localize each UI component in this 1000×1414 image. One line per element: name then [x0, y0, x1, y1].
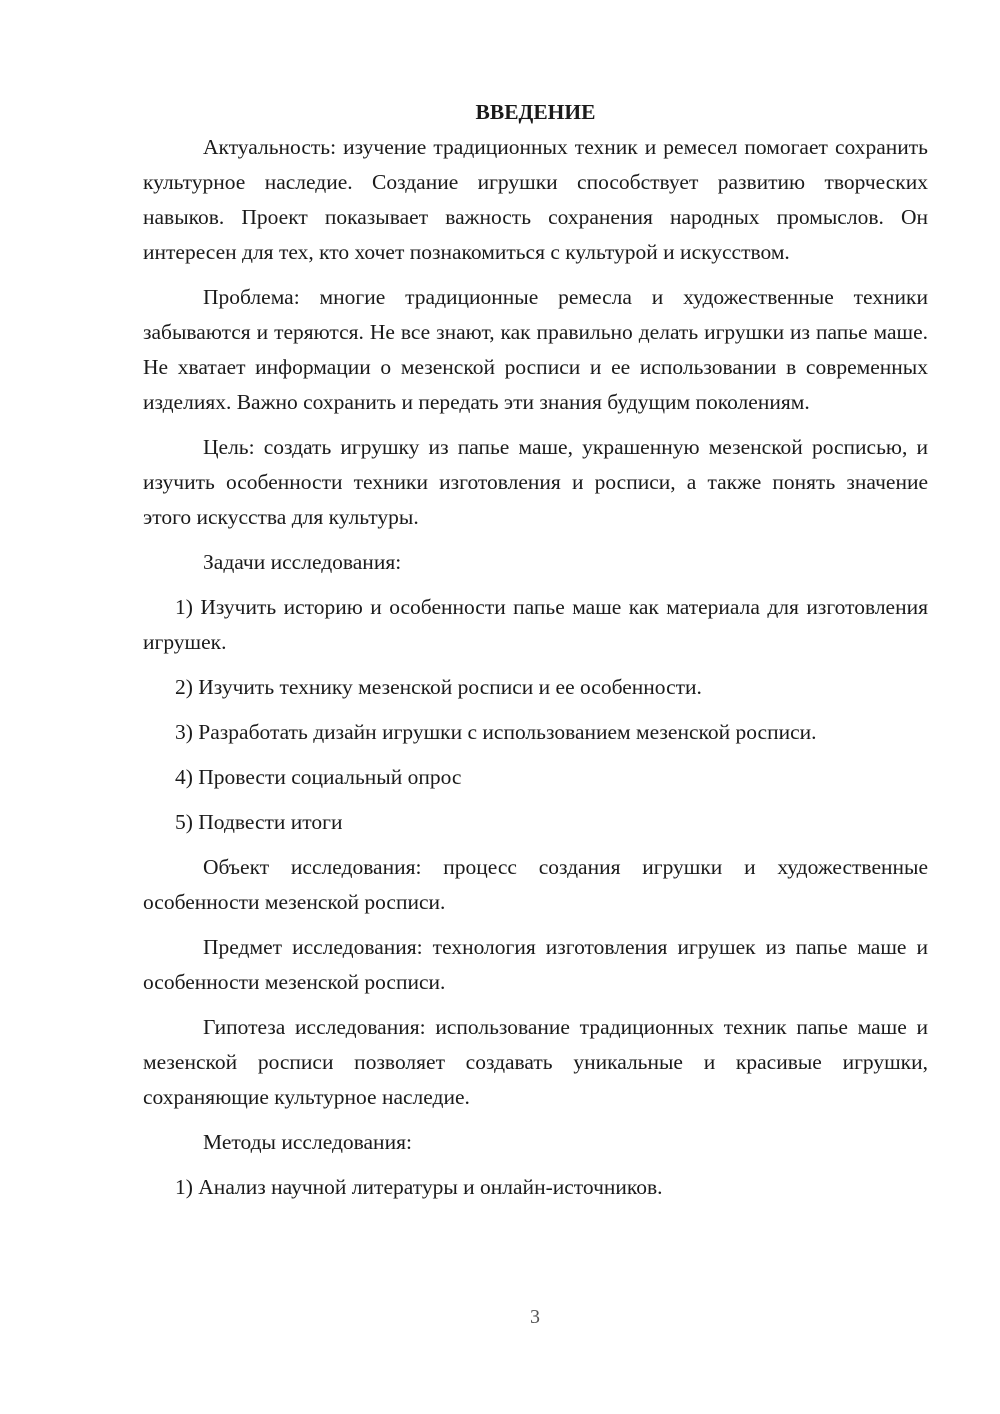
section-title: ВВЕДЕНИЕ — [475, 100, 596, 124]
task-item: 1) Изучить историю и особенности папье маше как материала для изготовления игрушек. — [143, 595, 928, 654]
tasks-heading: Задачи исследования: — [203, 550, 402, 574]
paragraph-goal: Цель: создать игрушку из папье маше, украшенную мезенской росписью, и изучить особенности техники изготовления и росписи, а также понять значение этого искусства для культуры. — [143, 435, 928, 529]
paragraph-relevance: Актуальность: изучение традиционных техник и ремесел помогает сохранить культурное наследие. Создание игрушки способствует развитию творческих навыков. Проект показывает важность сохранения народных промыслов. Он интересен для тех, кто хочет познакомиться с культурой и искусством. — [143, 135, 928, 264]
methods-heading: Методы исследования: — [203, 1130, 412, 1154]
document-page — [143, 94, 928, 1215]
paragraph-subject: Предмет исследования: технология изготовления игрушек из папье маше и особенности мезенской росписи. — [143, 935, 928, 994]
paragraph-problem: Проблема: многие традиционные ремесла и художественные техники забываются и теряются. Не все знают, как правильно делать игрушки из папье маше. Не хватает информации о мезенской росписи и ее использовании в современных изделиях. Важно сохранить и передать эти знания будущим поколениям. — [143, 285, 928, 414]
method-item: 1) Анализ научной литературы и онлайн-источников. — [175, 1175, 663, 1199]
page-number: 3 — [530, 1306, 540, 1328]
paragraph-object: Объект исследования: процесс создания игрушки и художественные особенности мезенской росписи. — [143, 855, 928, 914]
task-item: 2) Изучить технику мезенской росписи и ее особенности. — [175, 675, 702, 699]
task-item: 4) Провести социальный опрос — [175, 765, 462, 789]
paragraph-hypothesis: Гипотеза исследования: использование традиционных техник папье маше и мезенской росписи позволяет создавать уникальные и красивые игрушки, сохраняющие культурное наследие. — [143, 1015, 928, 1109]
task-item: 5) Подвести итоги — [175, 810, 343, 834]
task-item: 3) Разработать дизайн игрушки с использованием мезенской росписи. — [175, 720, 817, 744]
